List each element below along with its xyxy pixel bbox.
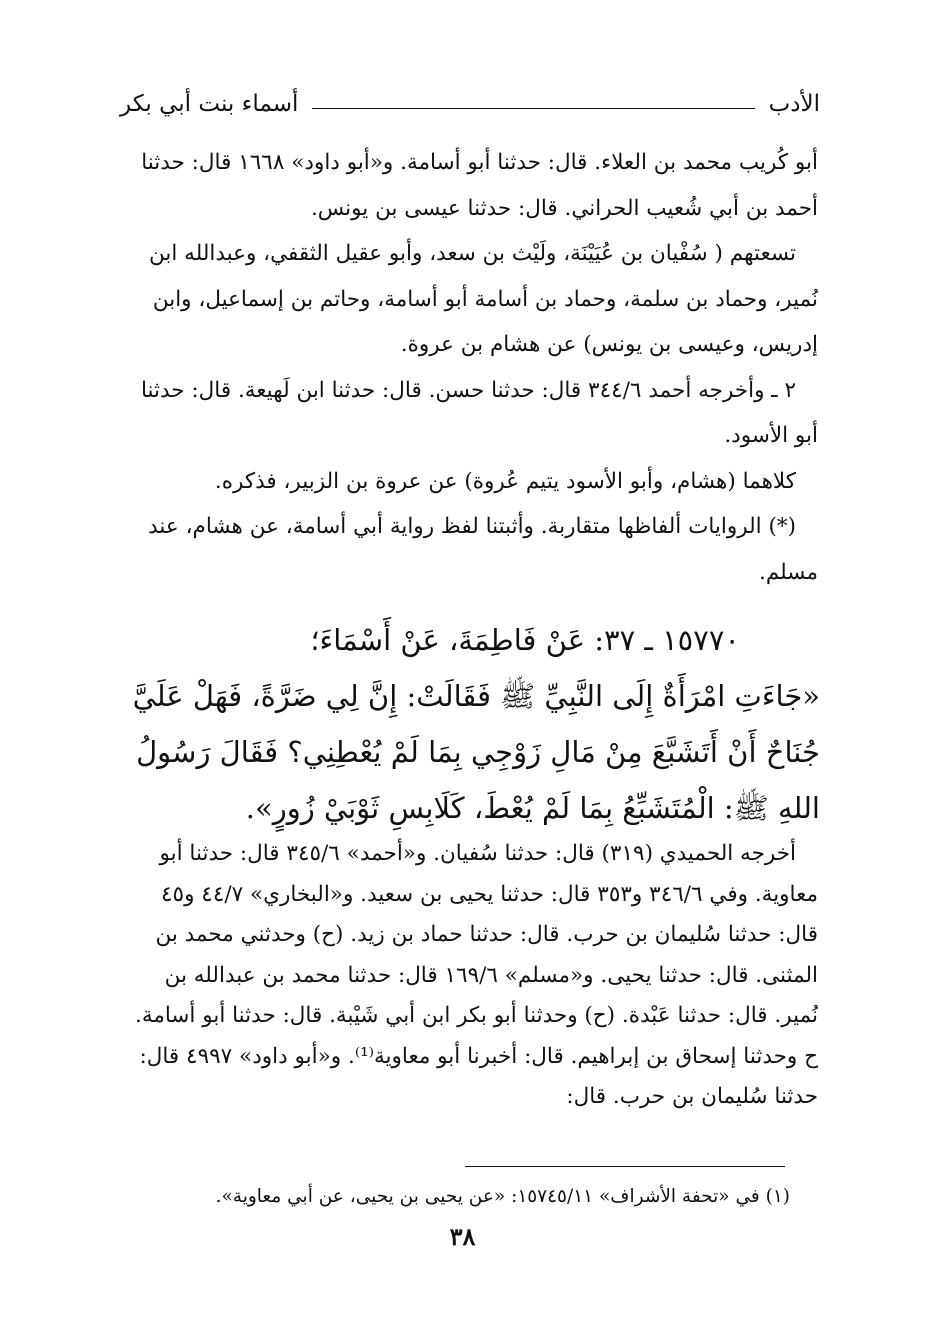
takhrij-block: [118, 834, 818, 1118]
takhrij-text: أخرجه الحميدي (٣١٩) قال: حدثنا سُفيان. و«أحمد» ٣٤٥/٦ قال: حدثنا أبو معاوية. وفي ٣٤٦/٦ و٣٥٣ قال: حدثنا يحيى بن سعيد. و«البخاري» ٤٤/٧ و٤٥ قال: حدثنا سُليمان بن حرب. قال: حدثنا حماد بن زيد. (ح) وحدثني محمد بن المثنى. قال: حدثنا يحيى. و«مسلم» ١٦٩/٦ قال: حدثنا محمد بن عبدالله بن نُمير. قال: حدثنا عَبْدة. (ح) وحدثنا أبو بكر ابن أبي شَيْبة. قال: حدثنا أبو أسامة. ح وحدثنا إسحاق بن إبراهيم. قال: أخبرنا أبو معاوية⁽¹⁾. و«أبو داود» ٤٩٩٧ قال: حدثنا سُليمان بن حرب. قال:: [134, 841, 818, 1109]
book-title: أسماء بنت أبي بكر: [120, 91, 299, 117]
page-number: ٣٨: [449, 1222, 476, 1251]
body-paragraph: أبو كُريب محمد بن العلاء. قال: حدثنا أبو أسامة. و«أبو داود» ١٦٦٨ قال: حدثنا أحمد بن أبي شُعيب الحراني. قال: حدثنا عيسى بن يونس.: [141, 150, 818, 221]
hadith-text: «جَاءَتِ امْرَأَةٌ إِلَى النَّبِيِّ ﷺ فَقَالَتْ: إِنَّ لِي ضَرَّةً، فَهَلْ عَلَيَّ جُنَاحٌ أَنْ أَتَشَبَّعَ مِنْ مَالِ زَوْجِي بِمَا لَمْ يُعْطِنِي؟ فَقَالَ رَسُولُ اللهِ ﷺ: الْمُتَشَبِّعُ بِمَا لَمْ يُعْطَ، كَلَابِسِ ثَوْبَيْ زُورٍ».: [132, 679, 820, 825]
section-title: الأدب: [768, 91, 820, 117]
body-paragraph: تسعتهم ( سُفْيان بن عُيَيْنَة، ولَيْث بن سعد، وأبو عقيل الثقفي، وعبدالله ابن نُمير، وحماد بن سلمة، وحماد بن أسامة أبو أسامة، وحاتم بن إسماعيل، وابن إدريس، وعيسى بن يونس) عن هشام بن عروة.: [149, 241, 818, 357]
running-header: [120, 84, 820, 124]
hadith-title: ١٥٧٧٠ ـ ٣٧: عَنْ فَاطِمَةَ، عَنْ أَسْمَاءَ؛: [310, 623, 740, 657]
body-paragraph: (*) الروايات ألفاظها متقاربة. وأثبتنا لفظ رواية أبي أسامة، عن هشام، عند مسلم.: [148, 514, 818, 585]
body-paragraph: ٢ ـ وأخرجه أحمد ٣٤٤/٦ قال: حدثنا حسن. قال: حدثنا ابن لَهيعة. قال: حدثنا أبو الأسود.: [140, 377, 818, 448]
hadith-block: [110, 612, 820, 836]
body-paragraph: كلاهما (هشام، وأبو الأسود يتيم عُروة) عن عروة بن الزبير، فذكره.: [214, 468, 796, 494]
body-text: [118, 140, 818, 595]
header-rule: [312, 108, 754, 109]
footnote: [120, 1182, 790, 1212]
footnote-rule: [465, 1166, 785, 1167]
footnote-text: (١) في «تحفة الأشراف» ١٥٧٤٥/١١: «عن يحيى بن يحيى، عن أبي معاوية».: [215, 1186, 790, 1207]
